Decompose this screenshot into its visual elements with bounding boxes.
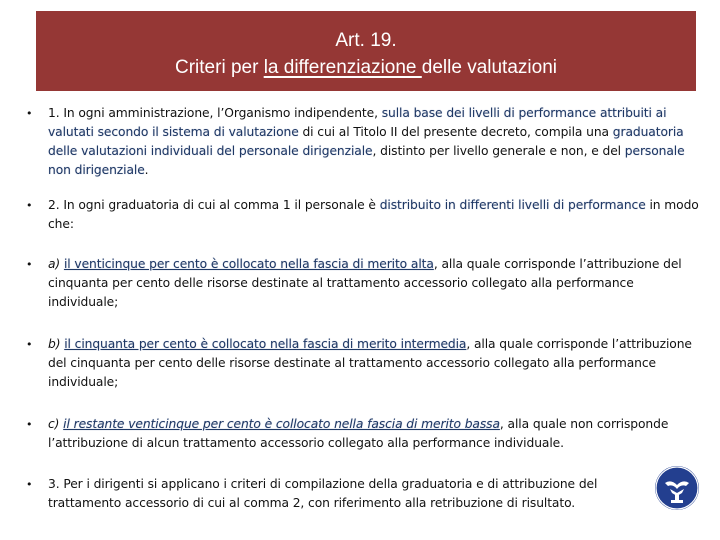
highlight-text: sulla base dei livelli di performance attribuiti ai valutati secondo il sistema di valutazione — [48, 106, 667, 139]
title-line-1: Art. 19. — [335, 30, 397, 51]
bullet: • — [26, 338, 33, 351]
bullet: • — [26, 418, 33, 431]
item-label: a) — [48, 257, 64, 271]
emblem-logo-graphic — [655, 466, 699, 510]
list-item-2 — [26, 196, 702, 234]
title-line-2-post: delle valutazioni — [421, 57, 557, 78]
item-label: c) — [48, 417, 64, 431]
list-item-text — [48, 104, 702, 180]
text-run: in modo che: — [48, 198, 699, 231]
text-run: 2. In ogni graduatoria di cui al comma 1 il personale è — [48, 198, 380, 212]
list-item-1 — [26, 104, 702, 180]
text-run: , alla quale corrisponde l’attribuzione del cinquanta per cento delle risorse destinate al trattamento accessorio collegato alla performance individuale; — [48, 337, 692, 389]
title-line-2 — [36, 54, 696, 81]
list-item-3 — [26, 255, 702, 312]
list-item-text: 3. Per i dirigenti si applicano i criteri di compilazione della graduatoria e di attribuzione del trattamento accessorio di cui al comma 2, con riferimento alla retribuzione di risultato. — [48, 477, 598, 510]
list-item-5 — [26, 415, 702, 453]
list-item-text — [48, 196, 702, 234]
bullet: • — [26, 258, 33, 271]
emblem-logo-icon — [655, 466, 699, 510]
highlight-text: il cinquanta per cento è collocato nella fascia di merito intermedia — [64, 337, 467, 351]
text-run: , alla quale corrisponde l’attribuzione del cinquanta per cento delle risorse destinate al trattamento accessorio collegato alla performance individuale; — [48, 257, 682, 309]
text-run: , distinto per livello generale e non, e del — [372, 144, 625, 158]
title-line-2-underlined: la differenziazione — [263, 57, 422, 78]
list-item-text — [48, 415, 702, 453]
slide-title-banner — [36, 11, 696, 91]
text-run: 1. In ogni amministrazione, l’Organismo indipendente, — [48, 106, 382, 120]
highlight-text: personale non dirigenziale — [48, 144, 685, 177]
text-run: . — [144, 163, 149, 177]
bullet: • — [26, 199, 33, 212]
list-item-text — [48, 335, 702, 392]
item-label: b) — [48, 337, 65, 351]
highlight-text: il restante venticinque per cento è collocato nella fascia di merito bassa — [63, 417, 500, 431]
highlight-text: graduatoria delle valutazioni individuali del personale dirigenziale — [48, 125, 684, 158]
text-run: di cui al Titolo II del presente decreto, compila una — [298, 125, 613, 139]
title-line-2-pre: Criteri per — [175, 57, 264, 78]
text-run: , alla quale non corrisponde l’attribuzione di alcun trattamento accessorio collegato alla performance individuale. — [48, 417, 669, 450]
bullet: • — [26, 478, 33, 491]
bullet: • — [26, 107, 33, 120]
bullet-list — [26, 104, 702, 513]
list-item-text — [48, 255, 702, 312]
list-item-4 — [26, 335, 702, 392]
highlight-text: il venticinque per cento è collocato nella fascia di merito alta — [63, 257, 434, 271]
list-item-6 — [26, 475, 638, 513]
highlight-text: distribuito in differenti livelli di performance — [379, 198, 646, 212]
